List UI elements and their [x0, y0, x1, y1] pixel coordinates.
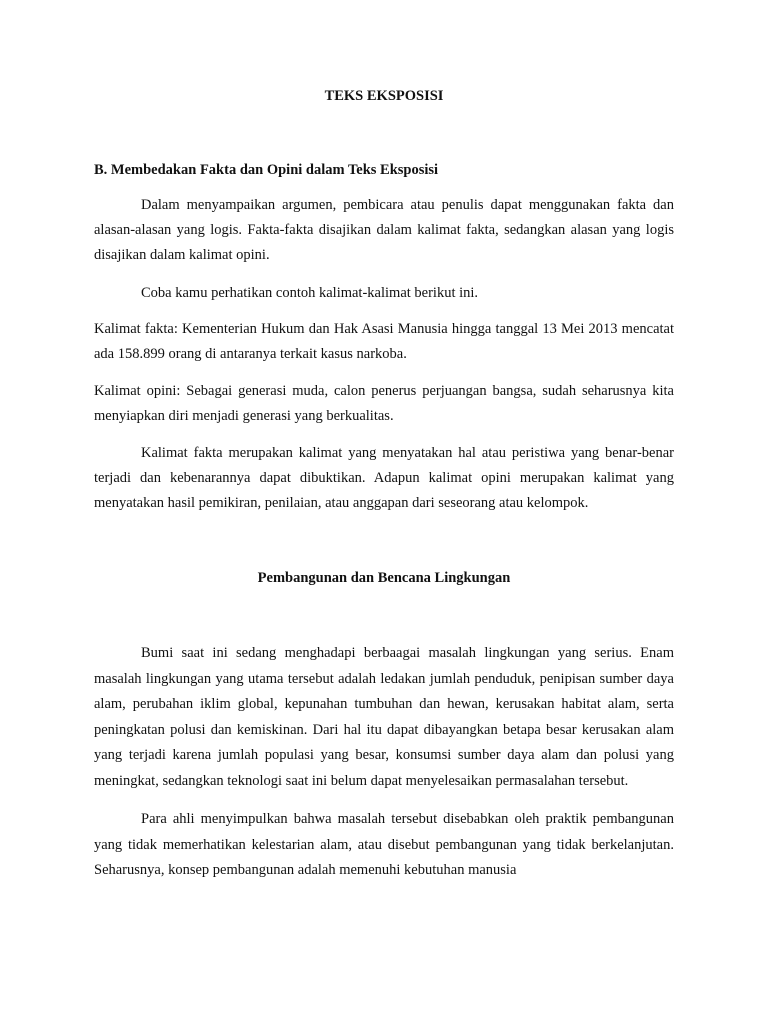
article-paragraph: Para ahli menyimpulkan bahwa masalah tersebut disebabkan oleh praktik pembangunan yang tidak memerhatikan kelestarian alam, atau disebut pembangunan yang tidak berkelanjutan. Seharusnya, konsep pembangunan adalah memenuhi kebutuhan manusia: [94, 811, 674, 878]
paragraph-intro: Dalam menyampaikan argumen, pembicara atau penulis dapat menggunakan fakta dan alasan-alasan yang logis. Fakta-fakta disajikan dalam kalimat fakta, sedangkan alasan yang logis disajikan dalam kalimat opini.: [94, 197, 674, 263]
paragraph-fact-example: Kalimat fakta: Kementerian Hukum dan Hak Asasi Manusia hingga tanggal 13 Mei 2013 mencatat ada 158.899 orang di antaranya terkait kasus narkoba.: [94, 321, 674, 362]
article-paragraph: Bumi saat ini sedang menghadapi berbaagai masalah lingkungan yang serius. Enam masalah lingkungan yang utama tersebut adalah ledakan jumlah penduduk, penipisan sumber daya alam, perubahan iklim global, kepunahan tumbuhan dan hewan, kerusakan habitat alam, serta peningkatan polusi dan kemiskinan. Dari hal itu dapat dibayangkan betapa besar kerusakan alam yang terjadi karena jumlah populasi yang besar, konsumsi sumber daya alam dan polusi yang meningkat, sedangkan teknologi saat ini belum dapat menyelesaikan permasalahan tersebut.: [94, 645, 674, 789]
article-title: Pembangunan dan Bencana Lingkungan: [257, 570, 511, 586]
paragraph-instruction: Coba kamu perhatikan contoh kalimat-kalimat berikut ini.: [141, 285, 479, 301]
paragraph-definition: Kalimat fakta merupakan kalimat yang menyatakan hal atau peristiwa yang benar-benar terjadi dan kebenarannya dapat dibuktikan. Adapun kalimat opini merupakan kalimat yang menyatakan hasil pemikiran, penilaian, atau anggapan dari seseorang atau kelompok.: [94, 445, 674, 511]
paragraph-opinion-example: Kalimat opini: Sebagai generasi muda, calon penerus perjuangan bangsa, sudah seharusnya kita menyiapkan diri menjadi generasi yang berkualitas.: [94, 383, 674, 424]
document-title: TEKS EKSPOSISI: [324, 88, 444, 104]
section-heading: B. Membedakan Fakta dan Opini dalam Teks Eksposisi: [94, 162, 439, 178]
